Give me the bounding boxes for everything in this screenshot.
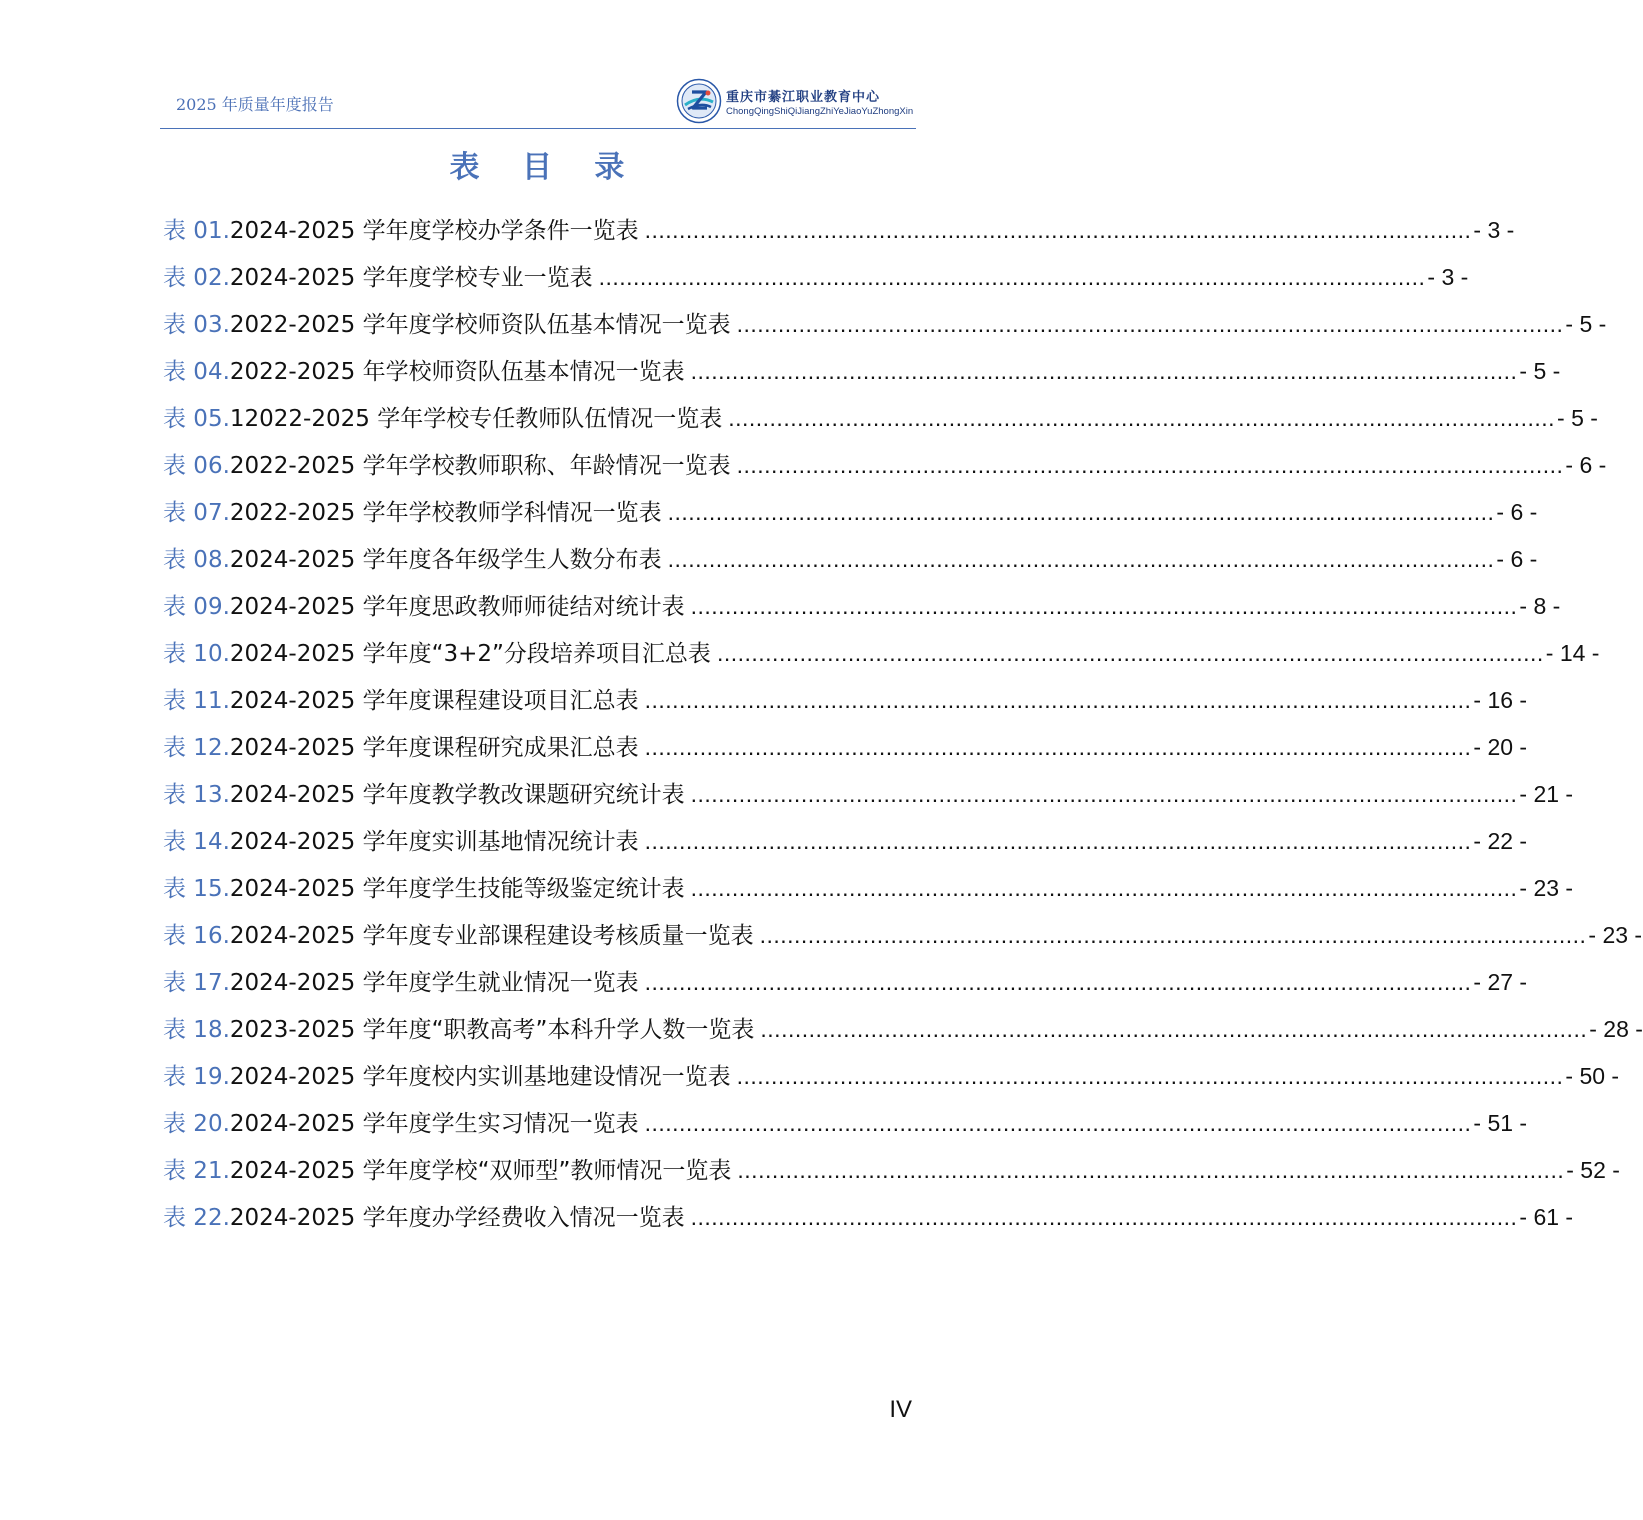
page-header bbox=[160, 76, 916, 129]
toc-entry-label: 表 05. bbox=[163, 406, 230, 432]
toc-entry-page: - 21 - bbox=[1519, 781, 1574, 807]
toc-dot-leader: ........................................................................................................................ bbox=[690, 781, 1518, 807]
toc-entry[interactable] bbox=[163, 395, 1598, 442]
toc-entry-title: 2024-2025 学年度学校专业一览表 bbox=[229, 265, 593, 291]
toc-entry-label: 表 18. bbox=[163, 1017, 230, 1043]
toc-dot-leader: ........................................................................................................................ bbox=[736, 1063, 1564, 1089]
toc-entry-title: 2024-2025 学年度课程建设项目汇总表 bbox=[229, 688, 639, 714]
toc-dot-leader: ........................................................................................................................ bbox=[690, 593, 1518, 619]
toc-entry-page: - 8 - bbox=[1519, 593, 1561, 619]
toc-entry-title: 12022-2025 学年学校专任教师队伍情况一览表 bbox=[229, 406, 723, 432]
toc-entry-label: 表 07. bbox=[163, 500, 230, 526]
toc-entry-title: 2024-2025 学年度办学经费收入情况一览表 bbox=[229, 1205, 685, 1231]
toc-entry-page: - 3 - bbox=[1473, 217, 1515, 243]
toc-entry-title: 2024-2025 学年度学校“双师型”教师情况一览表 bbox=[229, 1158, 732, 1184]
toc-entry-title: 2024-2025 学年度专业部课程建设考核质量一览表 bbox=[229, 923, 754, 949]
toc-entry-label: 表 12. bbox=[163, 735, 230, 761]
toc-entry-label: 表 19. bbox=[163, 1064, 230, 1090]
toc-entry-label: 表 21. bbox=[163, 1158, 230, 1184]
toc-entry-label: 表 03. bbox=[163, 312, 230, 338]
toc-entry-page: - 27 - bbox=[1473, 969, 1528, 995]
toc-entry-page: - 22 - bbox=[1473, 828, 1528, 854]
toc-entry-label: 表 04. bbox=[163, 359, 230, 385]
toc-entry-title: 2022-2025 学年学校教师职称、年龄情况一览表 bbox=[229, 453, 731, 479]
toc-entry-title: 2024-2025 学年度校内实训基地建设情况一览表 bbox=[229, 1064, 731, 1090]
toc-entry-page: - 61 - bbox=[1519, 1204, 1574, 1230]
toc-entry-page: - 23 - bbox=[1588, 922, 1643, 948]
toc-dot-leader: ........................................................................................................................ bbox=[760, 1016, 1588, 1042]
toc-dot-leader: ........................................................................................................................ bbox=[667, 546, 1495, 572]
toc-dot-leader: ........................................................................................................................ bbox=[736, 452, 1564, 478]
toc-entry-page: - 5 - bbox=[1565, 311, 1607, 337]
toc-entry-label: 表 22. bbox=[163, 1205, 230, 1231]
toc-dot-leader: ........................................................................................................................ bbox=[690, 875, 1518, 901]
toc-entry-title: 2022-2025 年学校师资队伍基本情况一览表 bbox=[229, 359, 685, 385]
toc-dot-leader: ........................................................................................................................ bbox=[716, 640, 1544, 666]
toc-entry[interactable] bbox=[163, 724, 1528, 771]
toc-entry[interactable] bbox=[163, 301, 1607, 348]
school-logo bbox=[676, 76, 916, 126]
toc-entry-label: 表 16. bbox=[163, 923, 230, 949]
toc-entry-label: 表 14. bbox=[163, 829, 230, 855]
toc-entry-title: 2024-2025 学年度学校办学条件一览表 bbox=[229, 218, 639, 244]
toc-entry-title: 2024-2025 学年度学生实习情况一览表 bbox=[229, 1111, 639, 1137]
page-title: 表 目 录 bbox=[449, 150, 641, 185]
toc-entry-title: 2022-2025 学年学校教师学科情况一览表 bbox=[229, 500, 662, 526]
toc-entry[interactable] bbox=[163, 1194, 1574, 1241]
toc-entry-page: - 50 - bbox=[1565, 1063, 1620, 1089]
toc-entry-page: - 23 - bbox=[1519, 875, 1574, 901]
toc-entry-label: 表 13. bbox=[163, 782, 230, 808]
toc-entry-label: 表 09. bbox=[163, 594, 230, 620]
school-name-cn: 重庆市綦江职业教育中心 bbox=[726, 90, 881, 105]
toc-entry-title: 2023-2025 学年度“职教高考”本科升学人数一览表 bbox=[229, 1017, 755, 1043]
toc-entry[interactable] bbox=[163, 1147, 1620, 1194]
toc-entry-page: - 5 - bbox=[1519, 358, 1561, 384]
toc-dot-leader: ........................................................................................................................ bbox=[667, 499, 1495, 525]
toc-entry[interactable] bbox=[163, 865, 1574, 912]
toc-entry-label: 表 02. bbox=[163, 265, 230, 291]
toc-entry-title: 2022-2025 学年度学校师资队伍基本情况一览表 bbox=[229, 312, 731, 338]
toc-entry-title: 2024-2025 学年度学生技能等级鉴定统计表 bbox=[229, 876, 685, 902]
toc-entry[interactable] bbox=[163, 818, 1528, 865]
toc-entry-label: 表 15. bbox=[163, 876, 230, 902]
page-number: IV bbox=[889, 1396, 912, 1423]
table-list bbox=[163, 207, 1643, 1241]
toc-entry-title: 2024-2025 学年度各年级学生人数分布表 bbox=[229, 547, 662, 573]
toc-entry[interactable] bbox=[163, 536, 1538, 583]
toc-dot-leader: ........................................................................................................................ bbox=[737, 1157, 1565, 1183]
toc-entry-page: - 6 - bbox=[1565, 452, 1607, 478]
toc-entry[interactable] bbox=[163, 959, 1528, 1006]
toc-entry[interactable] bbox=[163, 489, 1538, 536]
toc-entry-page: - 28 - bbox=[1589, 1016, 1643, 1042]
toc-entry-title: 2024-2025 学年度“3+2”分段培养项目汇总表 bbox=[229, 641, 711, 667]
toc-entry[interactable] bbox=[163, 912, 1643, 959]
toc-dot-leader: ........................................................................................................................ bbox=[690, 358, 1518, 384]
toc-entry-page: - 6 - bbox=[1496, 546, 1538, 572]
toc-entry-label: 表 08. bbox=[163, 547, 230, 573]
report-title: 2025 年质量年度报告 bbox=[176, 95, 334, 114]
toc-entry-page: - 20 - bbox=[1473, 734, 1528, 760]
toc-entry[interactable] bbox=[163, 630, 1600, 677]
toc-entry-label: 表 06. bbox=[163, 453, 230, 479]
toc-entry-page: - 14 - bbox=[1545, 640, 1600, 666]
toc-dot-leader: ........................................................................................................................ bbox=[644, 969, 1472, 995]
toc-entry[interactable] bbox=[163, 1006, 1643, 1053]
toc-dot-leader: ........................................................................................................................ bbox=[759, 922, 1587, 948]
toc-entry-page: - 16 - bbox=[1473, 687, 1528, 713]
toc-entry-page: - 3 - bbox=[1427, 264, 1469, 290]
toc-entry-title: 2024-2025 学年度思政教师师徒结对统计表 bbox=[229, 594, 685, 620]
toc-dot-leader: ........................................................................................................................ bbox=[644, 734, 1472, 760]
toc-entry-title: 2024-2025 学年度教学教改课题研究统计表 bbox=[229, 782, 685, 808]
toc-entry-page: - 51 - bbox=[1473, 1110, 1528, 1136]
toc-dot-leader: ........................................................................................................................ bbox=[736, 311, 1564, 337]
toc-entry[interactable] bbox=[163, 254, 1469, 301]
toc-entry-label: 表 01. bbox=[163, 218, 230, 244]
toc-dot-leader: ........................................................................................................................ bbox=[644, 687, 1472, 713]
toc-dot-leader: ........................................................................................................................ bbox=[644, 217, 1472, 243]
toc-entry[interactable] bbox=[163, 583, 1561, 630]
school-emblem-icon bbox=[676, 78, 722, 124]
toc-entry-label: 表 11. bbox=[163, 688, 230, 714]
school-name-pinyin: ChongQingShiQiJiangZhiYeJiaoYuZhongXin bbox=[726, 106, 914, 117]
toc-entry-title: 2024-2025 学年度课程研究成果汇总表 bbox=[229, 735, 639, 761]
toc-entry-title: 2024-2025 学年度学生就业情况一览表 bbox=[229, 970, 639, 996]
toc-entry-page: - 5 - bbox=[1557, 405, 1598, 431]
toc-entry-title: 2024-2025 学年度实训基地情况统计表 bbox=[229, 829, 639, 855]
toc-entry[interactable] bbox=[163, 771, 1574, 818]
toc-dot-leader: ........................................................................................................................ bbox=[644, 1110, 1472, 1136]
toc-entry-label: 表 17. bbox=[163, 970, 230, 996]
toc-dot-leader: ........................................................................................................................ bbox=[690, 1204, 1518, 1230]
toc-entry-label: 表 20. bbox=[163, 1111, 230, 1137]
toc-entry[interactable] bbox=[163, 1053, 1620, 1100]
toc-entry[interactable] bbox=[163, 442, 1607, 489]
toc-entry[interactable] bbox=[163, 1100, 1528, 1147]
toc-entry-page: - 6 - bbox=[1496, 499, 1538, 525]
toc-entry[interactable] bbox=[163, 207, 1515, 254]
toc-dot-leader: ........................................................................................................................ bbox=[644, 828, 1472, 854]
toc-entry[interactable] bbox=[163, 677, 1528, 724]
toc-entry-page: - 52 - bbox=[1566, 1157, 1620, 1183]
toc-entry-label: 表 10. bbox=[163, 641, 230, 667]
toc-dot-leader: ........................................................................................................................ bbox=[728, 405, 1556, 431]
toc-entry[interactable] bbox=[163, 348, 1561, 395]
toc-dot-leader: ........................................................................................................................ bbox=[598, 264, 1426, 290]
